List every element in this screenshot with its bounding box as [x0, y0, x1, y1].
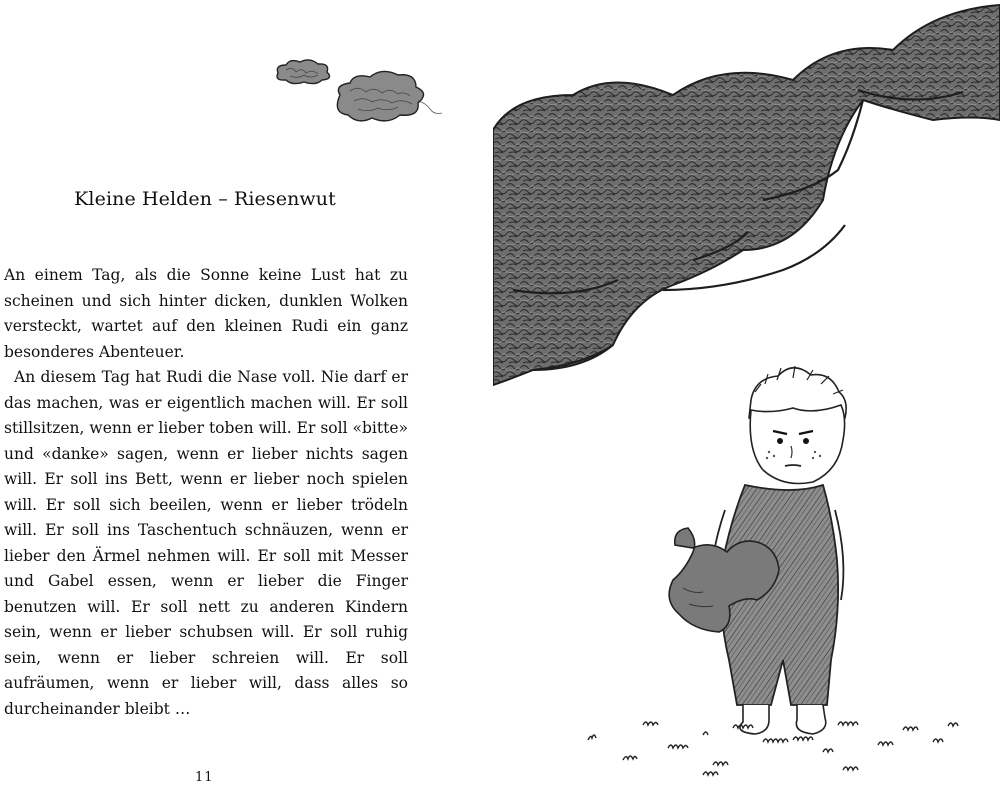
- story-paragraph: An einem Tag, als die Sonne keine Lust hat zu scheinen und sich hinter dicken, dunklen Wolken versteckt, wartet auf den kleinen Rudi ein ganz besonderes Abenteuer.: [4, 266, 408, 361]
- chapter-title: Kleine Helden – Riesenwut: [74, 188, 336, 210]
- grass-icon: [588, 722, 958, 775]
- story-paragraph: An diesem Tag hat Rudi die Nase voll. Nie darf er das machen, was er eigentlich machen will. Er soll stillsitzen, wenn er lieber toben will. Er soll «bitte» und «danke» sagen, wenn er lieber nichts sagen will. Er soll ins Bett, wenn er lieber noch spielen will. Er soll sich beeilen, wenn er lieber trödeln will. Er soll ins Taschentuch schnäuzen, wenn er lieber den Ärmel nehmen will. Er soll mit Messer und Gabel essen, wenn er lieber die Finger benutzen will. Er soll nett zu anderen Kindern sein, wenn er lieber schubsen will. Er soll ruhig sein, wenn er lieber schreien will. Er soll aufräumen, wenn er lieber will, dass alles so durcheinander bleibt …: [4, 368, 408, 718]
- right-page-illustration: [493, 0, 1000, 800]
- left-page: [0, 0, 480, 800]
- page-number: 11: [195, 770, 214, 785]
- story-text: [4, 263, 408, 722]
- storm-cloud-icon: [493, 5, 1000, 385]
- angry-boy-icon: [669, 366, 846, 734]
- small-clouds-icon: [270, 55, 445, 130]
